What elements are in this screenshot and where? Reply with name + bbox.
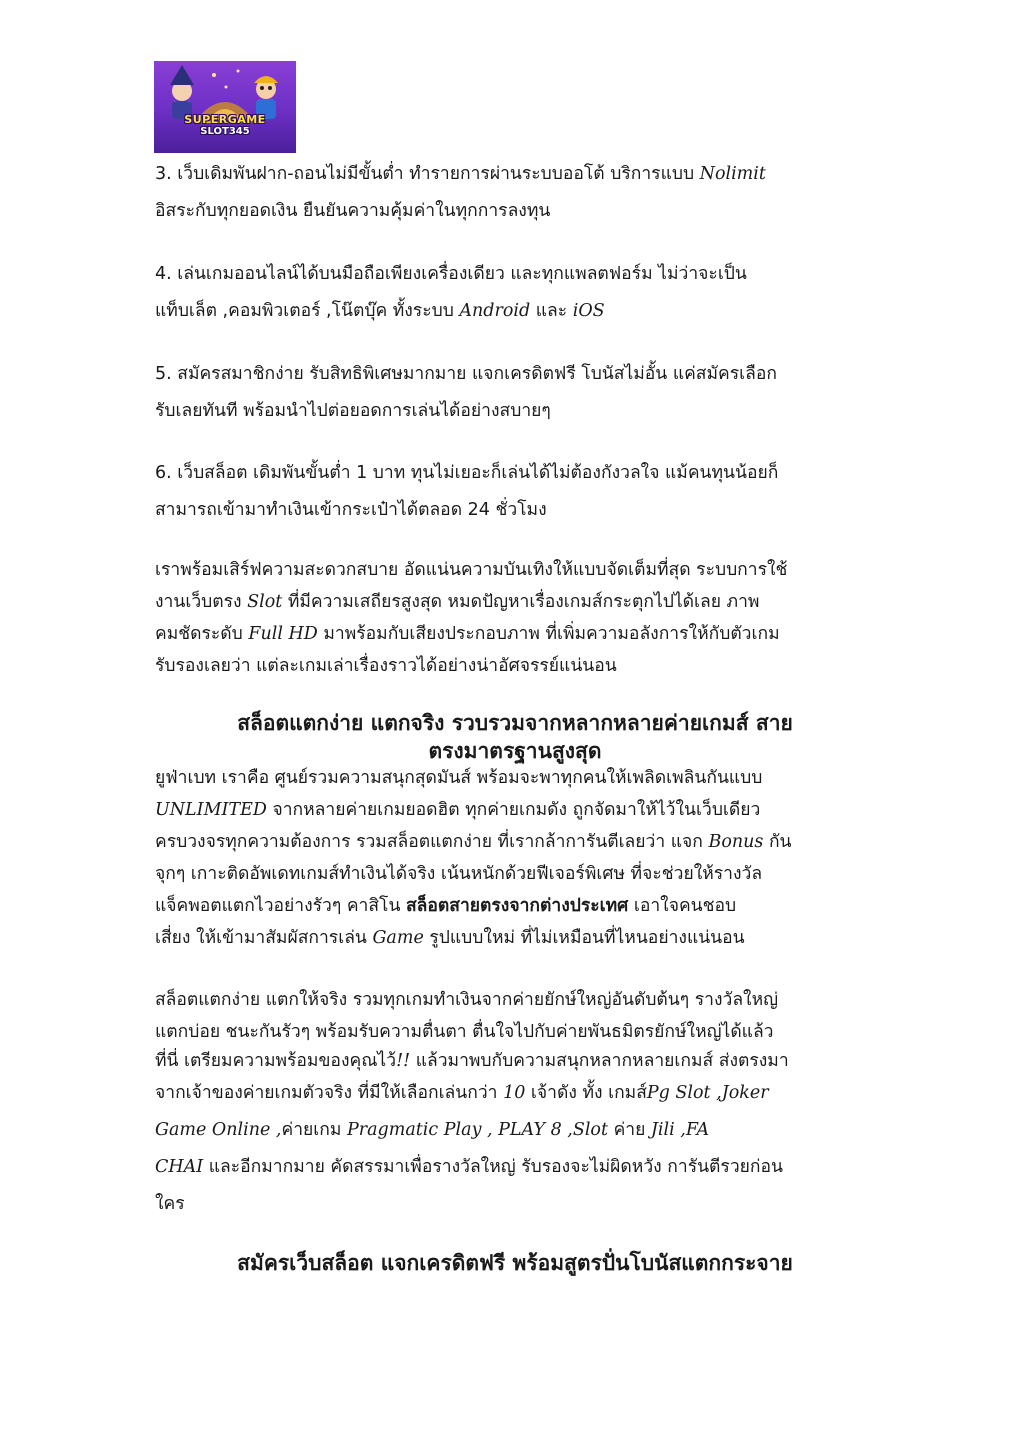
heading-line: สล็อตแตกง่าย แตกจริง รวบรวมจากหลากหลายค่ายเกมส์ สาย	[237, 711, 793, 735]
paragraph-line: CHAI และอีกมากมาย คัดสรรมาเพื่อรางวัลใหญ่ รับรองจะไม่ผิดหวัง การันตีรวยก่อน	[155, 1157, 783, 1177]
paragraph-line: งานเว็บตรง Slot ที่มีความเสถียรสูงสุด หมดปัญหาเรื่องเกมส์กระตุกไปได้เลย ภาพ	[155, 592, 760, 612]
paragraph-item-5	[155, 359, 875, 433]
heading-line: ตรงมาตรฐานสูงสุด	[428, 739, 602, 763]
paragraph-line: 6. เว็บสล็อต เดิมพันขั้นต่ำ 1 บาท ทุนไม่เยอะก็เล่นได้ไม่ต้องกังวลใจ แม้คนทุนน้อยก็	[155, 463, 779, 483]
logo-text-line2: SLOT345	[200, 126, 250, 137]
paragraph-line: ที่นี่ เตรียมความพร้อมของคุณไว้!! แล้วมาพบกับความสนุกหลากหลายเกมส์ ส่งตรงมา	[155, 1051, 789, 1071]
paragraph-item-3	[155, 159, 875, 233]
paragraph-unlimited	[155, 763, 875, 955]
section-heading-2	[150, 1249, 880, 1277]
paragraph-intro	[155, 555, 875, 683]
paragraph-line: UNLIMITED จากหลายค่ายเกมยอดฮิต ทุกค่ายเกมดัง ถูกจัดมาให้ไว้ในเว็บเดียว	[155, 800, 761, 820]
paragraph-item-4	[155, 259, 875, 333]
paragraph-line: 5. สมัครสมาชิกง่าย รับสิทธิพิเศษมากมาย แจกเครดิตฟรี โบนัสไม่อั้น แค่สมัครเลือก	[155, 364, 777, 384]
brand-logo	[154, 61, 296, 153]
paragraph-line: จากเจ้าของค่ายเกมตัวจริง ที่มีให้เลือกเล่นกว่า 10 เจ้าดัง ทั้ง เกมส์Pg Slot ,Joker	[155, 1083, 769, 1103]
paragraph-item-6	[155, 458, 875, 532]
paragraph-line: แตกบ่อย ชนะกันรัวๆ พร้อมรับความตื่นตา ตื่นใจไปกับค่ายพันธมิตรยักษ์ใหญ่ได้แล้ว	[155, 1022, 774, 1042]
paragraph-line: สล็อตแตกง่าย แตกให้จริง รวมทุกเกมทำเงินจากค่ายยักษ์ใหญ่อันดับต้นๆ รางวัลใหญ่	[155, 990, 779, 1010]
paragraph-line: เราพร้อมเสิร์ฟความสะดวกสบาย อัดแน่นความบันเทิงให้แบบจัดเต็มที่สุด ระบบการใช้	[155, 560, 788, 580]
paragraph-line: แท็บเล็ต ,คอมพิวเตอร์ ,โน๊ตบุ๊ค ทั้งระบบ Android และ iOS	[155, 301, 605, 321]
paragraph-line: Game Online ,ค่ายเกม Pragmatic Play , PLAY 8 ,Slot ค่าย Jili ,FA	[155, 1120, 710, 1140]
paragraph-line: ยูฟ่าเบท เราคือ ศูนย์รวมความสนุกสุดมันส์ พร้อมจะพาทุกคนให้เพลิดเพลินกันแบบ	[155, 768, 763, 788]
paragraph-line: จุกๆ เกาะติดอัพเดทเกมส์ทำเงินได้จริง เน้นหนักด้วยฟีเจอร์พิเศษ ที่จะช่วยให้รางวัล	[155, 864, 763, 884]
paragraph-line: สามารถเข้ามาทำเงินเข้ากระเป๋าได้ตลอด 24 ชั่วโมง	[155, 500, 547, 520]
paragraph-line: ครบวงจรทุกความต้องการ รวมสล็อตแตกง่าย ที่เรากล้าการันตีเลยว่า แจก Bonus กัน	[155, 832, 792, 852]
section-heading-1	[150, 709, 880, 765]
paragraph-line: อิสระกับทุกยอดเงิน ยืนยันความคุ้มค่าในทุกการลงทุน	[155, 201, 551, 221]
paragraph-line: คมชัดระดับ Full HD มาพร้อมกับเสียงประกอบภาพ ที่เพิ่มความอลังการให้กับตัวเกม	[155, 624, 780, 644]
paragraph-line: แจ็คพอตแตกไวอย่างรัวๆ คาสิโน สล็อตสายตรงจากต่างประเทศ เอาใจคนชอบ	[155, 896, 737, 916]
paragraph-line: 4. เล่นเกมออนไลน์ได้บนมือถือเพียงเครื่องเดียว และทุกแพลตฟอร์ม ไม่ว่าจะเป็น	[155, 264, 747, 284]
paragraph-line: เสี่ยง ให้เข้ามาสัมผัสการเล่น Game รูปแบบใหม่ ที่ไม่เหมือนที่ไหนอย่างแน่นอน	[155, 928, 745, 948]
logo-text-line1: SUPERGAME	[184, 113, 266, 126]
paragraph-line: รับรองเลยว่า แต่ละเกมเล่าเรื่องราวได้อย่างน่าอัศจรรย์แน่นอน	[155, 656, 617, 676]
paragraph-line: รับเลยทันที พร้อมนำไปต่อยอดการเล่นได้อย่างสบายๆ	[155, 401, 551, 421]
paragraph-providers	[155, 985, 875, 1221]
logo-artwork	[154, 61, 296, 153]
heading-line: สมัครเว็บสล็อต แจกเครดิตฟรี พร้อมสูตรปั่นโบนัสแตกกระจาย	[237, 1251, 793, 1275]
paragraph-line: ใคร	[155, 1194, 185, 1214]
paragraph-line: 3. เว็บเดิมพันฝาก-ถอนไม่มีขั้นต่ำ ทำรายการผ่านระบบออโต้ บริการแบบ Nolimit	[155, 164, 766, 184]
